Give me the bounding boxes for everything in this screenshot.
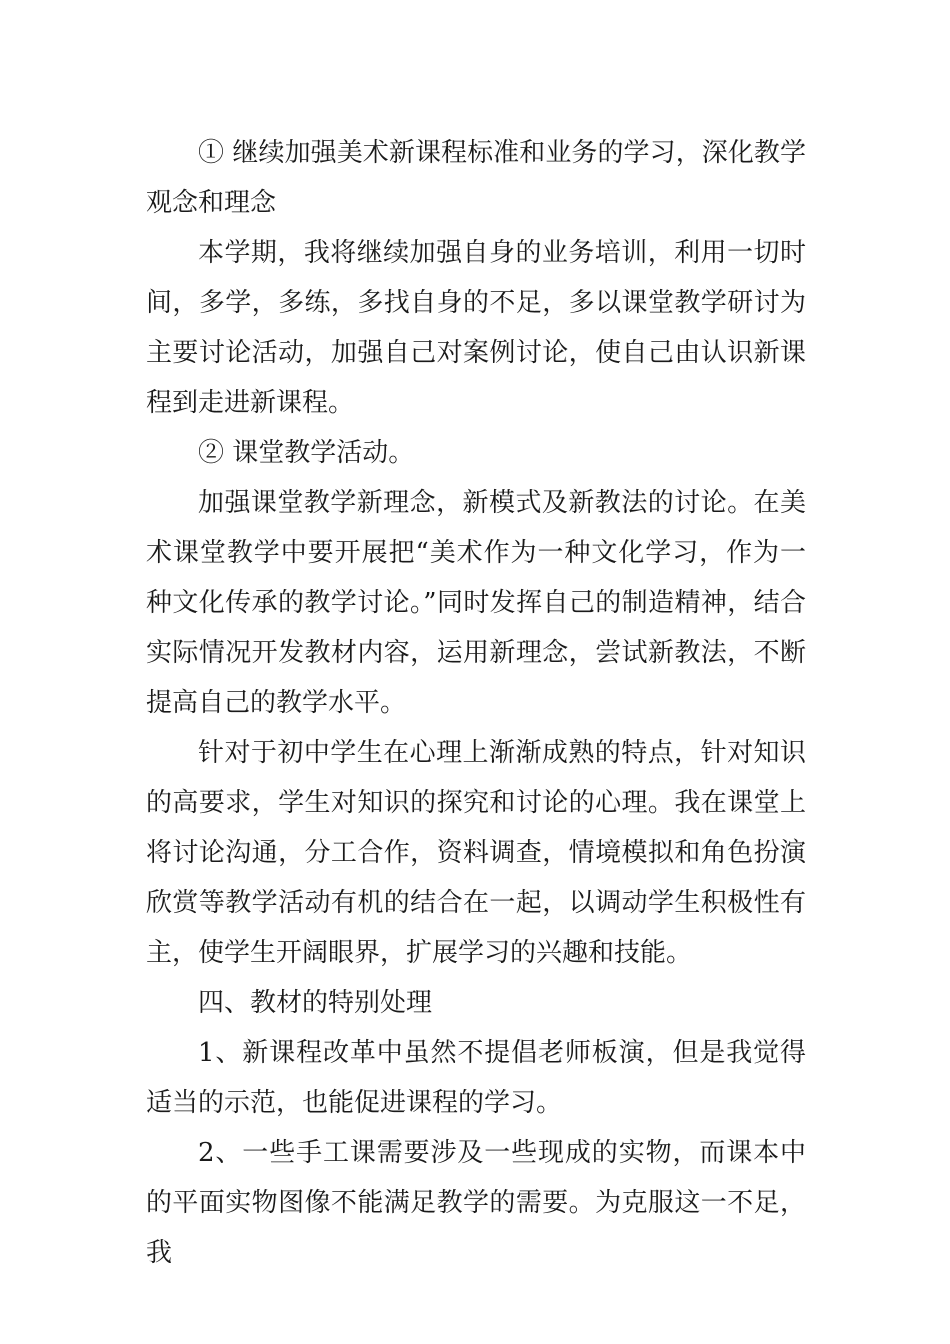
section-heading: 四、教材的特别处理 [198, 988, 433, 1018]
paragraph-1: ① 继续加强美术新课程标准和业务的学习，深化教学观念和理念 [146, 138, 806, 218]
document-body [146, 128, 806, 1278]
paragraph-5: 针对于初中学生在心理上渐渐成熟的特点，针对知识的高要求，学生对知识的探究和讨论的心理。我在课堂上将讨论沟通，分工合作，资料调查，情境模拟和角色扮演欣赏等教学活动有机的结合在一起，以调动学生积极性有主，使学生开阔眼界，扩展学习的兴趣和技能。 [146, 738, 806, 968]
paragraph-2: 本学期，我将继续加强自身的业务培训，利用一切时间，多学，多练，多找自身的不足，多以课堂教学研讨为主要讨论活动，加强自己对案例讨论，使自己由认识新课程到走进新课程。 [146, 238, 806, 418]
paragraph-7: 1、新课程改革中虽然不提倡老师板演，但是我觉得适当的示范，也能促进课程的学习。 [146, 1038, 806, 1118]
paragraph-8: 2、一些手工课需要涉及一些现成的实物，而课本中的平面实物图像不能满足教学的需要。为克服这一不足，我 [146, 1138, 806, 1268]
paragraph-3: ② 课堂教学活动。 [198, 438, 415, 468]
paragraph-4: 加强课堂教学新理念，新模式及新教法的讨论。在美术课堂教学中要开展把“美术作为一种文化学习，作为一种文化传承的教学讨论。”同时发挥自己的制造精神，结合实际情况开发教材内容，运用新理念，尝试新教法，不断提高自己的教学水平。 [146, 488, 806, 718]
